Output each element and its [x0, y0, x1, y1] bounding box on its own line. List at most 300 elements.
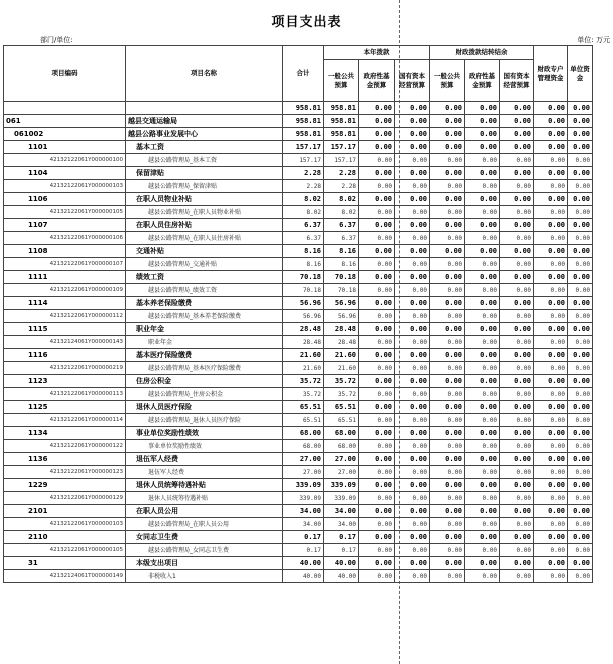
cell-value: 0.00 — [430, 336, 465, 349]
cell-name: 非税收入1 — [126, 570, 283, 583]
cell-value: 40.00 — [324, 557, 359, 570]
cell-name: 越县交通运输局 — [126, 115, 283, 128]
cell-value: 0.00 — [430, 453, 465, 466]
cell-value: 0.00 — [359, 362, 395, 375]
table-row — [4, 141, 593, 154]
cell-value: 339.09 — [324, 492, 359, 505]
cell-value: 0.00 — [500, 245, 534, 258]
cell-value: 56.96 — [324, 297, 359, 310]
cell-code: 061 — [4, 115, 126, 128]
cell-value: 0.00 — [465, 284, 500, 297]
cell-value: 0.00 — [500, 414, 534, 427]
cell-value: 70.18 — [324, 271, 359, 284]
cell-value: 0.00 — [430, 323, 465, 336]
cell-value: 0.00 — [465, 362, 500, 375]
cell-value: 0.00 — [500, 531, 534, 544]
cell-value: 21.60 — [283, 362, 324, 375]
cell-code: 1106 — [4, 193, 126, 206]
cell-value: 8.16 — [283, 258, 324, 271]
cell-value: 0.00 — [465, 167, 500, 180]
cell-value: 0.00 — [465, 375, 500, 388]
cell-value: 0.00 — [395, 219, 430, 232]
cell-value: 0.00 — [430, 102, 465, 115]
cell-value: 34.00 — [324, 505, 359, 518]
unit-label: 单位: 万元 — [577, 36, 610, 44]
cell-value: 0.00 — [430, 544, 465, 557]
cell-value: 0.00 — [359, 284, 395, 297]
cell-value: 0.00 — [534, 531, 568, 544]
cell-value: 0.00 — [430, 206, 465, 219]
cell-value: 27.00 — [324, 466, 359, 479]
cell-value: 0.00 — [534, 297, 568, 310]
cell-value: 0.00 — [568, 310, 593, 323]
cell-value: 0.00 — [465, 505, 500, 518]
cell-value: 0.00 — [500, 492, 534, 505]
cell-value: 0.00 — [359, 427, 395, 440]
cell-value: 0.00 — [500, 336, 534, 349]
cell-name — [126, 102, 283, 115]
cell-code: 1123 — [4, 375, 126, 388]
cell-name: 事业单位奖励性绩效 — [126, 440, 283, 453]
cell-value: 0.00 — [430, 388, 465, 401]
cell-value: 0.00 — [395, 362, 430, 375]
cell-value: 0.00 — [395, 245, 430, 258]
cell-name: 越县公路管理局_交通补贴 — [126, 258, 283, 271]
cell-value: 958.81 — [283, 128, 324, 141]
cell-value: 0.00 — [568, 245, 593, 258]
cell-name: 交通补贴 — [126, 245, 283, 258]
cell-value: 0.00 — [359, 479, 395, 492]
cell-value: 0.00 — [359, 219, 395, 232]
cell-value: 0.00 — [395, 544, 430, 557]
cell-value: 0.00 — [568, 440, 593, 453]
header-carryover: 财政拨款结转结余 — [430, 46, 534, 60]
cell-value: 0.00 — [500, 154, 534, 167]
cell-value: 0.00 — [395, 258, 430, 271]
cell-value: 0.00 — [568, 362, 593, 375]
cell-value: 0.00 — [534, 544, 568, 557]
cell-code: 1108 — [4, 245, 126, 258]
header-carryover-gov-fund: 政府性基金预算 — [465, 60, 500, 102]
cell-value: 28.48 — [283, 336, 324, 349]
cell-value: 0.00 — [568, 284, 593, 297]
cell-value: 0.00 — [534, 128, 568, 141]
table-row — [4, 505, 593, 518]
cell-code: 42132122061Y000000219 — [4, 362, 126, 375]
cell-value: 8.16 — [324, 258, 359, 271]
cell-value: 0.00 — [465, 128, 500, 141]
cell-code: 42132122061Y000000113 — [4, 388, 126, 401]
cell-name: 越县公路管理局_基本工资 — [126, 154, 283, 167]
cell-value: 0.00 — [465, 258, 500, 271]
cell-value: 0.17 — [283, 531, 324, 544]
cell-name: 退休人员医疗保险 — [126, 401, 283, 414]
table-row — [4, 284, 593, 297]
cell-value: 0.00 — [568, 102, 593, 115]
cell-value: 0.00 — [359, 102, 395, 115]
cell-value: 0.00 — [430, 531, 465, 544]
cell-value: 0.00 — [534, 362, 568, 375]
cell-code: 42132122061Y000000106 — [4, 232, 126, 245]
cell-value: 21.60 — [283, 349, 324, 362]
table-row — [4, 388, 593, 401]
cell-code: 42132122061Y000000105 — [4, 206, 126, 219]
cell-value: 0.00 — [430, 193, 465, 206]
table-row — [4, 297, 593, 310]
cell-value: 0.00 — [500, 349, 534, 362]
cell-value: 56.96 — [324, 310, 359, 323]
cell-value: 2.28 — [324, 180, 359, 193]
cell-name: 事业单位奖励性绩效 — [126, 427, 283, 440]
cell-value: 0.00 — [395, 167, 430, 180]
cell-value: 0.00 — [534, 336, 568, 349]
cell-value: 65.51 — [283, 401, 324, 414]
cell-value: 0.00 — [430, 518, 465, 531]
cell-value: 0.00 — [430, 557, 465, 570]
cell-name: 越县公路管理局_退休人员医疗保险 — [126, 414, 283, 427]
cell-name: 退休人员统筹待遇补贴 — [126, 479, 283, 492]
cell-value: 28.48 — [283, 323, 324, 336]
cell-value: 0.00 — [430, 375, 465, 388]
cell-value: 0.00 — [430, 349, 465, 362]
cell-value: 0.00 — [359, 492, 395, 505]
cell-value: 0.00 — [359, 388, 395, 401]
cell-value: 68.00 — [283, 427, 324, 440]
cell-value: 0.00 — [465, 518, 500, 531]
cell-value: 70.18 — [283, 271, 324, 284]
table-row — [4, 193, 593, 206]
cell-value: 40.00 — [324, 570, 359, 583]
cell-value: 0.00 — [500, 518, 534, 531]
cell-value: 0.00 — [534, 258, 568, 271]
cell-value: 0.00 — [534, 466, 568, 479]
header-special-fund: 财政专户管理资金 — [534, 46, 568, 102]
cell-value: 0.00 — [500, 232, 534, 245]
cell-value: 0.00 — [359, 505, 395, 518]
cell-value: 0.00 — [359, 414, 395, 427]
cell-code: 42132122061Y000000129 — [4, 492, 126, 505]
cell-value: 0.00 — [465, 141, 500, 154]
cell-value: 0.00 — [568, 492, 593, 505]
cell-value: 8.16 — [283, 245, 324, 258]
cell-name: 越县公路管理局_在职人员公用 — [126, 518, 283, 531]
cell-value: 0.00 — [534, 427, 568, 440]
cell-value: 0.00 — [568, 479, 593, 492]
cell-value: 0.00 — [465, 492, 500, 505]
cell-value: 0.00 — [465, 219, 500, 232]
cell-value: 0.00 — [500, 401, 534, 414]
cell-value: 339.09 — [324, 479, 359, 492]
cell-value: 0.00 — [534, 180, 568, 193]
cell-value: 0.00 — [395, 206, 430, 219]
cell-value: 0.00 — [359, 466, 395, 479]
cell-value: 35.72 — [283, 388, 324, 401]
cell-code: 1101 — [4, 141, 126, 154]
cell-code — [4, 102, 126, 115]
cell-value: 0.00 — [500, 544, 534, 557]
cell-value: 2.28 — [283, 167, 324, 180]
cell-value: 0.00 — [568, 349, 593, 362]
cell-value: 0.00 — [359, 323, 395, 336]
cell-value: 0.00 — [395, 336, 430, 349]
cell-value: 0.00 — [500, 258, 534, 271]
cell-value: 0.00 — [430, 414, 465, 427]
cell-value: 0.00 — [500, 440, 534, 453]
cell-value: 0.00 — [465, 297, 500, 310]
cell-name: 职业年金 — [126, 336, 283, 349]
cell-value: 0.00 — [395, 310, 430, 323]
cell-value: 0.00 — [534, 479, 568, 492]
cell-value: 0.00 — [395, 479, 430, 492]
cell-value: 0.00 — [395, 297, 430, 310]
cell-value: 0.00 — [568, 570, 593, 583]
cell-name: 基本工资 — [126, 141, 283, 154]
cell-value: 339.09 — [283, 492, 324, 505]
table-row — [4, 427, 593, 440]
cell-value: 27.00 — [283, 466, 324, 479]
cell-value: 0.00 — [465, 479, 500, 492]
cell-value: 157.17 — [324, 154, 359, 167]
cell-name: 职业年金 — [126, 323, 283, 336]
cell-value: 0.00 — [534, 401, 568, 414]
cell-code: 1104 — [4, 167, 126, 180]
cell-value: 0.00 — [568, 375, 593, 388]
cell-value: 0.00 — [568, 453, 593, 466]
cell-value: 0.00 — [465, 245, 500, 258]
cell-value: 0.00 — [568, 518, 593, 531]
cell-value: 0.00 — [500, 115, 534, 128]
cell-value: 0.00 — [359, 453, 395, 466]
cell-name: 基本医疗保险缴费 — [126, 349, 283, 362]
cell-value: 0.00 — [534, 388, 568, 401]
cell-value: 0.00 — [568, 505, 593, 518]
cell-value: 157.17 — [283, 154, 324, 167]
cell-value: 958.81 — [324, 115, 359, 128]
cell-value: 21.60 — [324, 349, 359, 362]
cell-value: 0.00 — [568, 232, 593, 245]
cell-name: 在职人员公用 — [126, 505, 283, 518]
cell-value: 0.00 — [534, 245, 568, 258]
cell-value: 65.51 — [283, 414, 324, 427]
table-row — [4, 401, 593, 414]
cell-name: 越县公路管理局_基本医疗保险缴费 — [126, 362, 283, 375]
cell-value: 0.00 — [430, 271, 465, 284]
cell-value: 0.00 — [465, 349, 500, 362]
cell-value: 0.00 — [395, 271, 430, 284]
cell-value: 0.00 — [465, 232, 500, 245]
cell-name: 住房公积金 — [126, 375, 283, 388]
cell-value: 0.00 — [359, 180, 395, 193]
cell-value: 0.00 — [359, 401, 395, 414]
cell-value: 157.17 — [283, 141, 324, 154]
cell-value: 0.00 — [395, 388, 430, 401]
cell-value: 0.00 — [465, 427, 500, 440]
cell-code: 1114 — [4, 297, 126, 310]
table-row — [4, 544, 593, 557]
cell-code: 061002 — [4, 128, 126, 141]
cell-value: 0.00 — [568, 141, 593, 154]
cell-value: 34.00 — [283, 518, 324, 531]
cell-value: 0.00 — [395, 375, 430, 388]
cell-value: 0.00 — [395, 570, 430, 583]
cell-value: 0.00 — [430, 505, 465, 518]
table-row — [4, 375, 593, 388]
cell-value: 2.28 — [324, 167, 359, 180]
cell-value: 2.28 — [283, 180, 324, 193]
cell-value: 0.00 — [568, 336, 593, 349]
cell-value: 8.02 — [324, 193, 359, 206]
cell-value: 70.18 — [283, 284, 324, 297]
cell-value: 0.00 — [359, 232, 395, 245]
cell-value: 0.00 — [534, 271, 568, 284]
cell-value: 0.00 — [395, 401, 430, 414]
table-row — [4, 154, 593, 167]
header-code: 项目编码 — [4, 46, 126, 102]
cell-value: 0.00 — [395, 505, 430, 518]
table-row — [4, 414, 593, 427]
cell-value: 34.00 — [324, 518, 359, 531]
cell-value: 0.00 — [465, 154, 500, 167]
cell-value: 6.37 — [283, 219, 324, 232]
cell-name: 越县公路管理局_保留津贴 — [126, 180, 283, 193]
cell-code: 1116 — [4, 349, 126, 362]
cell-value: 958.81 — [324, 128, 359, 141]
cell-value: 0.00 — [430, 141, 465, 154]
table-row — [4, 232, 593, 245]
table-row — [4, 518, 593, 531]
cell-value: 157.17 — [324, 141, 359, 154]
cell-value: 0.00 — [359, 167, 395, 180]
table-row — [4, 479, 593, 492]
cell-value: 0.00 — [430, 167, 465, 180]
cell-value: 8.02 — [283, 193, 324, 206]
cell-value: 0.00 — [465, 336, 500, 349]
cell-value: 0.00 — [395, 232, 430, 245]
cell-value: 0.00 — [359, 531, 395, 544]
cell-value: 0.00 — [568, 271, 593, 284]
table-row — [4, 323, 593, 336]
cell-value: 0.00 — [500, 453, 534, 466]
cell-value: 6.37 — [324, 219, 359, 232]
cell-value: 0.00 — [395, 557, 430, 570]
cell-value: 0.00 — [395, 115, 430, 128]
cell-name: 退伍军人经费 — [126, 453, 283, 466]
cell-name: 退伍军人经费 — [126, 466, 283, 479]
cell-name: 本级支出项目 — [126, 557, 283, 570]
cell-value: 0.17 — [324, 544, 359, 557]
cell-value: 0.00 — [430, 401, 465, 414]
cell-code: 42132122061Y000000109 — [4, 284, 126, 297]
cell-value: 0.00 — [359, 206, 395, 219]
cell-name: 女同志卫生费 — [126, 531, 283, 544]
cell-value: 0.00 — [534, 349, 568, 362]
cell-value: 0.00 — [430, 219, 465, 232]
cell-code: 2101 — [4, 505, 126, 518]
cell-value: 0.00 — [359, 258, 395, 271]
cell-value: 0.00 — [500, 297, 534, 310]
cell-value: 0.00 — [465, 271, 500, 284]
cell-value: 21.60 — [324, 362, 359, 375]
cell-value: 0.00 — [568, 167, 593, 180]
cell-value: 0.00 — [359, 297, 395, 310]
cell-value: 0.00 — [465, 193, 500, 206]
cell-value: 0.00 — [500, 323, 534, 336]
cell-code: 1229 — [4, 479, 126, 492]
cell-value: 0.00 — [500, 375, 534, 388]
table-row — [4, 115, 593, 128]
cell-value: 68.00 — [324, 427, 359, 440]
cell-value: 0.00 — [465, 570, 500, 583]
cell-code: 42132122061Y000000103 — [4, 518, 126, 531]
cell-value: 0.00 — [430, 362, 465, 375]
header-carryover-general: 一般公共预算 — [430, 60, 465, 102]
cell-name: 越县公路管理局_绩效工资 — [126, 284, 283, 297]
cell-value: 40.00 — [283, 557, 324, 570]
cell-value: 0.00 — [465, 323, 500, 336]
cell-value: 0.00 — [359, 128, 395, 141]
header-name: 项目名称 — [126, 46, 283, 102]
cell-value: 0.00 — [430, 479, 465, 492]
cell-value: 0.00 — [359, 544, 395, 557]
cell-value: 0.00 — [430, 570, 465, 583]
cell-code: 1134 — [4, 427, 126, 440]
cell-value: 0.00 — [430, 310, 465, 323]
table-row — [4, 349, 593, 362]
cell-value: 8.02 — [283, 206, 324, 219]
cell-value: 0.00 — [534, 141, 568, 154]
table-row — [4, 310, 593, 323]
cell-value: 0.00 — [359, 193, 395, 206]
table-row — [4, 206, 593, 219]
cell-code: 42132122061Y000000114 — [4, 414, 126, 427]
table-row — [4, 557, 593, 570]
cell-value: 35.72 — [324, 388, 359, 401]
cell-code: 2110 — [4, 531, 126, 544]
cell-name: 保留津贴 — [126, 167, 283, 180]
cell-name: 退休人员统筹待遇补贴 — [126, 492, 283, 505]
cell-value: 0.00 — [430, 427, 465, 440]
cell-code: 42132122061Y000000103 — [4, 180, 126, 193]
cell-code: 1136 — [4, 453, 126, 466]
cell-value: 0.00 — [359, 245, 395, 258]
cell-value: 0.00 — [430, 492, 465, 505]
cell-value: 0.00 — [534, 557, 568, 570]
header-unit-fund: 单位资金 — [568, 46, 593, 102]
cell-value: 0.00 — [500, 193, 534, 206]
cell-value: 0.00 — [359, 310, 395, 323]
cell-value: 0.00 — [534, 102, 568, 115]
cell-value: 0.00 — [534, 310, 568, 323]
cell-value: 70.18 — [324, 284, 359, 297]
cell-value: 56.96 — [283, 297, 324, 310]
cell-value: 0.00 — [395, 128, 430, 141]
cell-value: 0.00 — [359, 440, 395, 453]
cell-value: 0.00 — [359, 349, 395, 362]
cell-value: 0.00 — [500, 388, 534, 401]
cell-value: 0.00 — [430, 284, 465, 297]
cell-code: 1107 — [4, 219, 126, 232]
cell-value: 0.00 — [500, 505, 534, 518]
cell-name: 越县公路管理局_住房公积金 — [126, 388, 283, 401]
cell-value: 0.00 — [534, 154, 568, 167]
cell-value: 27.00 — [283, 453, 324, 466]
table-row — [4, 258, 593, 271]
cell-value: 0.00 — [359, 518, 395, 531]
cell-value: 0.00 — [465, 115, 500, 128]
cell-value: 0.00 — [568, 544, 593, 557]
cell-value: 0.00 — [500, 167, 534, 180]
cell-value: 0.00 — [430, 154, 465, 167]
